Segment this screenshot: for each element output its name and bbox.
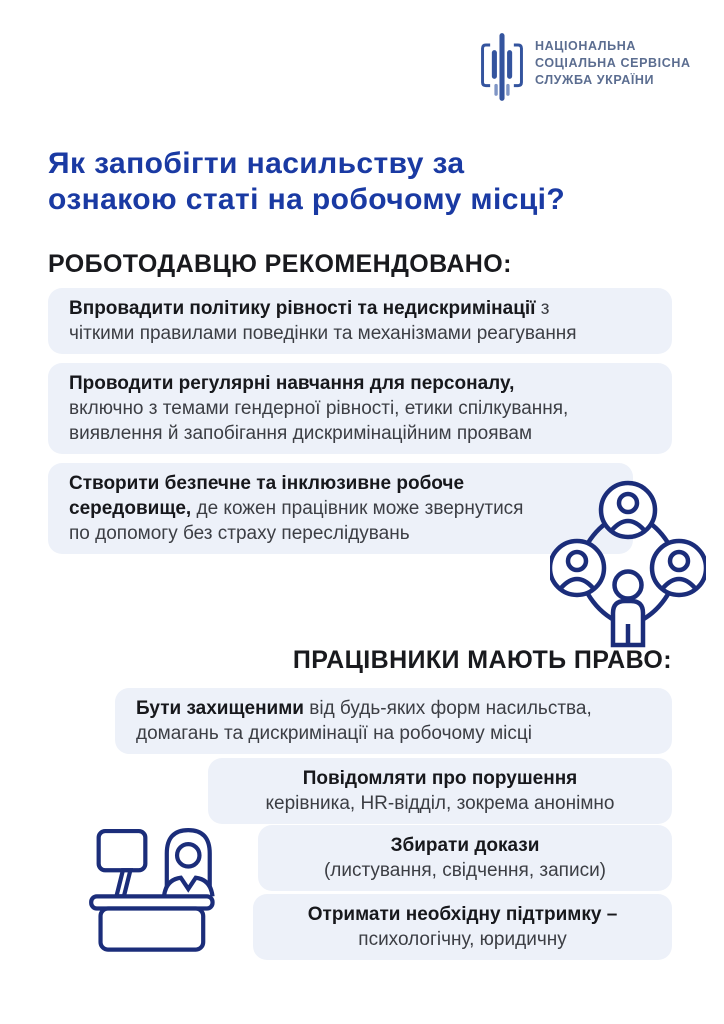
- trident-bars-icon: [480, 30, 524, 104]
- text-line: [274, 902, 651, 927]
- employer-recommendation-3: [48, 463, 633, 554]
- bold-text-run: Впровадити політику рівності та недискримінації: [69, 298, 536, 319]
- text-line: [69, 371, 651, 396]
- text-run: виявлення й запобігання дискримінаційним проявам: [69, 423, 533, 444]
- text-line: [136, 721, 651, 746]
- text-line: [229, 791, 651, 816]
- bold-text-run: Бути захищеними: [136, 698, 304, 719]
- text-line: [69, 321, 651, 346]
- bold-text-run: Створити безпечне та інклюзивне робоче: [69, 473, 465, 494]
- org-name: [535, 38, 691, 89]
- page-title-line1: Як запобігти насильству за: [48, 147, 465, 180]
- text-line: [69, 471, 612, 496]
- worker-right-1: [115, 688, 672, 754]
- text-run: включно з темами гендерної рівності, етики спілкування,: [69, 398, 569, 419]
- text-run: (листування, свідчення, записи): [323, 860, 607, 881]
- employer-section-heading: РОБОТОДАВЦЮ РЕКОМЕНДОВАНО:: [48, 250, 512, 278]
- text-run: від будь-яких форм насильства,: [303, 698, 592, 719]
- org-name-line: СЛУЖБА УКРАЇНИ: [535, 73, 655, 87]
- text-line: [69, 496, 612, 521]
- text-line: [279, 858, 651, 883]
- woman-at-desk-icon: [80, 818, 220, 958]
- text-line: [69, 421, 651, 446]
- page-title-line2: ознакою статі на робочому місці?: [48, 183, 566, 216]
- people-network-icon: [550, 478, 706, 648]
- text-run: з: [535, 298, 550, 319]
- text-run: чіткими правилами поведінки та механізмами реагування: [69, 323, 577, 344]
- org-name-line: НАЦІОНАЛЬНА: [535, 39, 636, 53]
- text-line: [69, 396, 651, 421]
- org-name-line: СОЦІАЛЬНА СЕРВІСНА: [535, 56, 691, 70]
- workers-section-heading: ПРАЦІВНИКИ МАЮТЬ ПРАВО:: [292, 646, 672, 674]
- employer-recommendation-2: [48, 363, 672, 454]
- bold-text-run: середовище,: [69, 498, 192, 519]
- bold-text-run: Отримати необхідну підтримку –: [307, 904, 618, 925]
- employer-recommendation-1: [48, 288, 672, 354]
- text-line: [279, 833, 651, 858]
- text-line: [69, 521, 612, 546]
- bold-text-run: Збирати докази: [390, 835, 540, 856]
- page-title: [48, 146, 565, 218]
- text-run: де кожен працівник може звернутися: [191, 498, 524, 519]
- text-line: [136, 696, 651, 721]
- text-run: психологічну, юридичну: [358, 929, 567, 950]
- text-run: керівника, HR-відділ, зокрема анонімно: [265, 793, 615, 814]
- text-run: по допомогу без страху переслідувань: [69, 523, 410, 544]
- worker-right-2: [208, 758, 672, 824]
- text-line: [274, 927, 651, 952]
- nsss-logo: [480, 30, 691, 104]
- bold-text-run: Проводити регулярні навчання для персоналу,: [69, 373, 515, 394]
- text-run: домагань та дискримінації на робочому місці: [136, 723, 532, 744]
- worker-right-4: [253, 894, 672, 960]
- text-line: [229, 766, 651, 791]
- worker-right-3: [258, 825, 672, 891]
- bold-text-run: Повідомляти про порушення: [302, 768, 578, 789]
- text-line: [69, 296, 651, 321]
